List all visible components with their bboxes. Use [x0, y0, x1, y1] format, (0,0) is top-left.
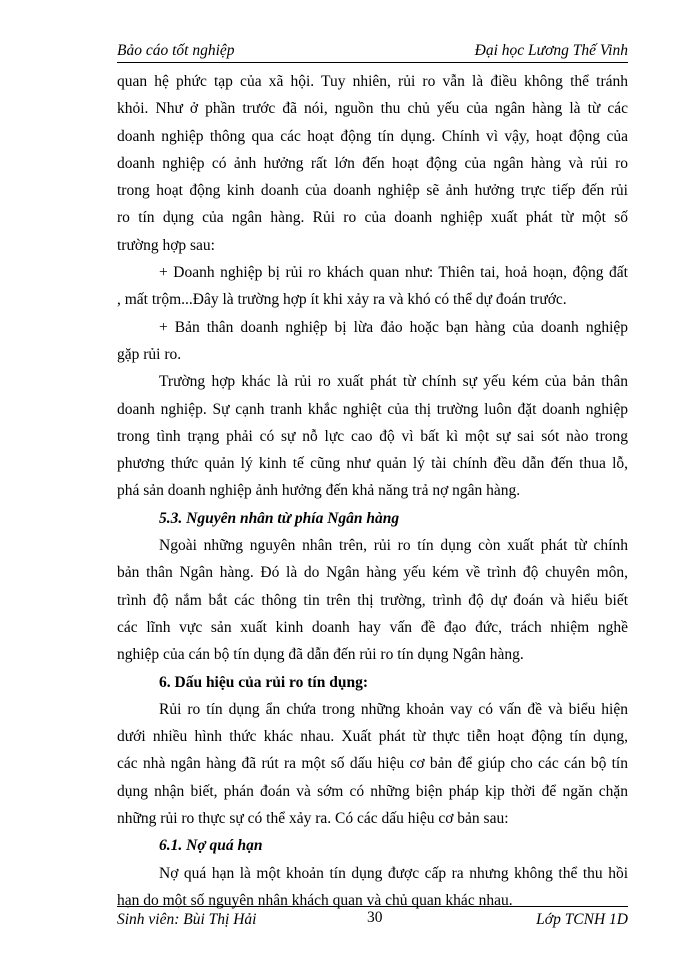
text-line: Trường hợp khác là rủi ro xuất phát từ chính sự yếu kém của bản thân: [159, 373, 628, 391]
paragraph-objective-risk: [117, 259, 628, 314]
text-line: ro tín dụng của ngân hàng. Rủi ro của doanh nghiệp xuất phát từ một số: [117, 209, 628, 227]
text-line: trong hoạt động kinh doanh của doanh nghiệp sẽ ảnh hưởng trực tiếp đến rủi: [117, 182, 628, 200]
text-line: doanh nghiệp. Sự cạnh tranh khắc nghiệt của thị trường luôn đặt doanh nghiệp: [117, 400, 628, 418]
paragraph-internal-weakness: [117, 368, 628, 504]
heading-6: 6. Dấu hiệu của rủi ro tín dụng:: [159, 673, 369, 691]
text-line: trường hợp sau:: [117, 236, 215, 254]
text-line: trình độ nắm bắt các thông tin trên thị trường, trình độ dự đoán và hiểu biết: [117, 591, 628, 609]
text-line: hạn do một số nguyên nhân khách quan và chủ quan khác nhau.: [117, 891, 513, 909]
text-line: Nợ quá hạn là một khoản tín dụng được cấp ra nhưng không thể thu hồi: [159, 864, 628, 882]
text-line: Ngoài những nguyên nhân trên, rủi ro tín dụng còn xuất phát từ chính: [159, 537, 628, 555]
text-line: gặp rủi ro.: [117, 345, 182, 363]
heading-6-1: 6.1. Nợ quá hạn: [159, 837, 263, 855]
text-line: doanh nghiệp thông qua các hoạt động tín dụng. Chính vì vậy, hoạt động của: [117, 127, 628, 145]
paragraph-fraud-risk: [117, 314, 628, 369]
header-university-name: Đại học Lương Thế Vinh: [474, 42, 628, 59]
text-line: phương thức quản lý kinh tế cũng như quản lý tài chính đều dẫn đến thua lỗ,: [117, 455, 628, 473]
text-line: bản thân Ngân hàng. Đó là do Ngân hàng yếu kém về trình độ chuyên môn,: [117, 564, 628, 582]
text-line: quan hệ phức tạp của xã hội. Tuy nhiên, rủi ro vẫn là điều không thể tránh: [117, 73, 628, 90]
text-line: các nhà ngân hàng đã rút ra một số dấu hiệu cơ bản để giúp cho các cán bộ tín: [117, 755, 628, 773]
text-line: các lĩnh vực sản xuất kinh doanh hay vấn đề đạo đức, trách nhiệm nghề: [117, 618, 628, 636]
text-line: những rủi ro thực sự có thể xảy ra. Có các dấu hiệu cơ bản sau:: [117, 810, 509, 828]
text-line: nghiệp của cán bộ tín dụng đã dẫn đến rủi ro tín dụng Ngân hàng.: [117, 646, 524, 664]
page-number: 30: [367, 909, 383, 926]
paragraph-risk-signs: [117, 696, 628, 832]
text-line: phá sản doanh nghiệp ảnh hưởng đến khả năng trả nợ ngân hàng.: [117, 482, 521, 500]
page-body: [117, 68, 628, 914]
footer-student-name: Sinh viên: Bùi Thị Hải: [117, 911, 257, 928]
text-line: Rủi ro tín dụng ẩn chứa trong những khoản vay có vấn đề và biểu hiện: [159, 700, 628, 718]
text-line: + Doanh nghiệp bị rủi ro khách quan như: Thiên tai, hoả hoạn, động đất: [159, 264, 628, 282]
text-line: dụng nhận biết, phán đoán và sớm có những biện pháp kịp thời để ngăn chặn: [117, 782, 628, 800]
header-report-title: Bảo cáo tốt nghiệp: [117, 42, 235, 59]
text-line: , mất trộm...Đây là trường hợp ít khi xảy ra và khó có thể dự đoán trước.: [117, 291, 567, 309]
text-line: + Bản thân doanh nghiệp bị lừa đảo hoặc bạn hàng của doanh nghiệp: [159, 318, 628, 336]
text-line: dưới nhiều hình thức khác nhau. Xuất phát từ thực tiễn hoạt động tín dụng,: [117, 728, 628, 746]
footer-class-name: Lớp TCNH 1D: [536, 911, 628, 928]
heading-5-3: 5.3. Nguyên nhân từ phía Ngân hàng: [159, 509, 400, 527]
text-line: doanh nghiệp có ảnh hưởng rất lớn đến hoạt động của ngân hàng và rủi ro: [117, 154, 628, 172]
paragraph-bank-causes: [117, 532, 628, 668]
page-footer: [117, 906, 628, 931]
text-line: khỏi. Như ở phần trước đã nói, nguồn thu chủ yếu của ngân hàng là từ các: [117, 100, 628, 118]
text-line: trong tình trạng phải có sự nỗ lực cao độ vì bất kì một sự sai sót nào trong: [117, 427, 628, 445]
paragraph-enterprise-risk: [117, 68, 628, 259]
page-header: [117, 40, 628, 63]
